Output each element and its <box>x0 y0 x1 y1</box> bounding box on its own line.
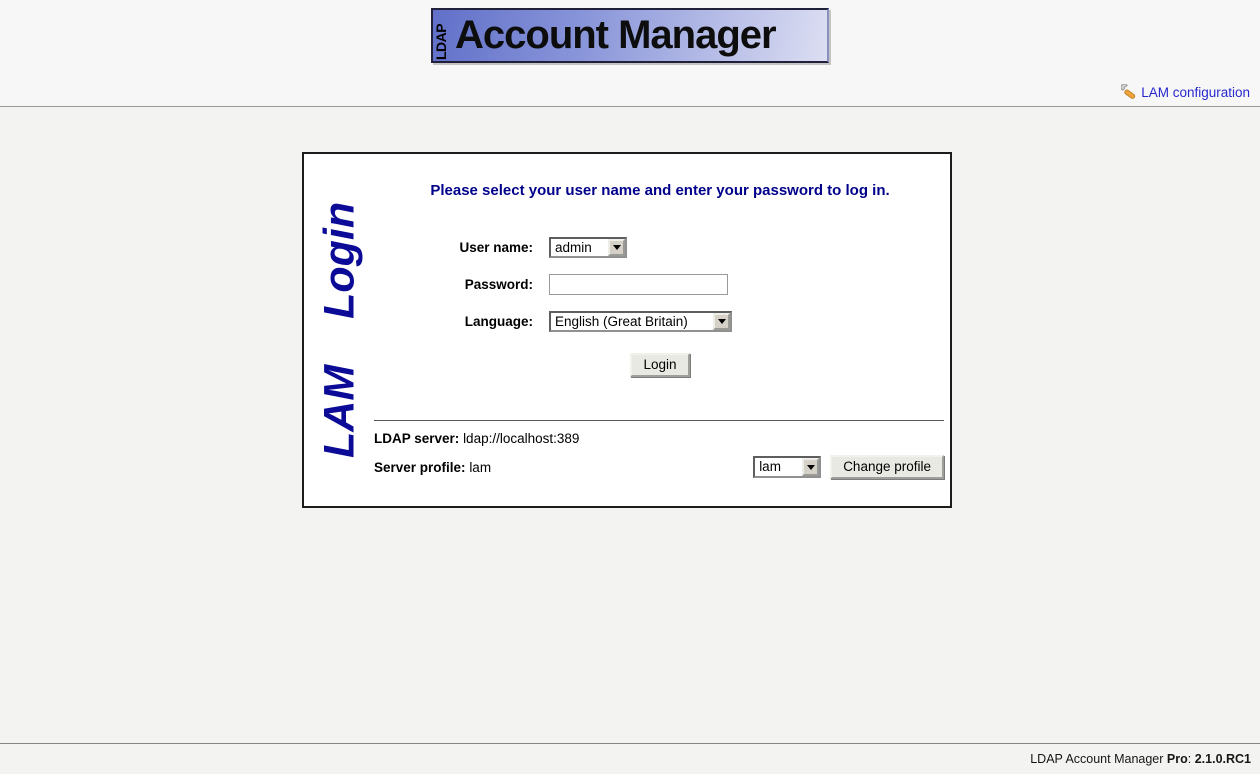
login-button-row <box>374 353 946 377</box>
footer-product: LDAP Account Manager <box>1030 752 1164 766</box>
login-box <box>302 152 952 508</box>
ldap-server-label: LDAP server: <box>374 431 460 446</box>
ldap-server-line <box>374 431 944 446</box>
footer-pro: Pro <box>1166 752 1188 766</box>
server-profile-row <box>374 455 944 479</box>
chevron-down-icon[interactable] <box>713 313 730 330</box>
page-header <box>0 0 1260 107</box>
lam-logo <box>431 8 829 63</box>
lam-login-vertical-title: LAM Login <box>315 201 364 459</box>
language-label: Language: <box>464 314 533 329</box>
logo-title: Account Manager <box>455 13 776 57</box>
lam-configuration-label: LAM configuration <box>1141 84 1250 100</box>
profile-select[interactable] <box>753 456 821 478</box>
language-select[interactable] <box>549 311 732 332</box>
language-select-value: English (Great Britain) <box>555 314 688 329</box>
server-info-section <box>374 420 944 479</box>
login-form <box>304 229 950 340</box>
change-profile-button[interactable]: Change profile <box>830 455 944 479</box>
lam-configuration-link[interactable] <box>1121 84 1250 100</box>
username-label: User name: <box>459 240 533 255</box>
login-heading: Please select your user name and enter your password to log in. <box>430 182 890 199</box>
username-select-value: admin <box>555 240 592 255</box>
section-divider <box>374 420 944 421</box>
footer-colon: : <box>1187 752 1192 766</box>
login-button[interactable]: Login <box>630 353 689 377</box>
profile-controls <box>753 455 944 479</box>
language-row <box>304 303 950 340</box>
username-select[interactable] <box>549 237 627 258</box>
logo-ldap-vertical-text: LDAP <box>433 23 449 60</box>
password-label: Password: <box>464 277 533 292</box>
profile-select-value: lam <box>759 459 781 474</box>
chevron-down-icon[interactable] <box>608 239 625 256</box>
footer-divider <box>0 743 1260 744</box>
ldap-server-value: ldap://localhost:389 <box>463 431 580 446</box>
password-row <box>304 266 950 303</box>
username-row <box>304 229 950 266</box>
footer-version: 2.1.0.RC1 <box>1194 752 1251 766</box>
password-input[interactable] <box>549 274 728 295</box>
server-profile-line <box>374 460 491 475</box>
footer-version-text <box>1030 752 1251 766</box>
wrench-icon <box>1121 84 1137 100</box>
header-divider <box>0 106 1260 107</box>
chevron-down-icon[interactable] <box>802 458 819 476</box>
server-profile-label: Server profile: <box>374 459 466 475</box>
server-profile-value: lam <box>469 459 492 475</box>
